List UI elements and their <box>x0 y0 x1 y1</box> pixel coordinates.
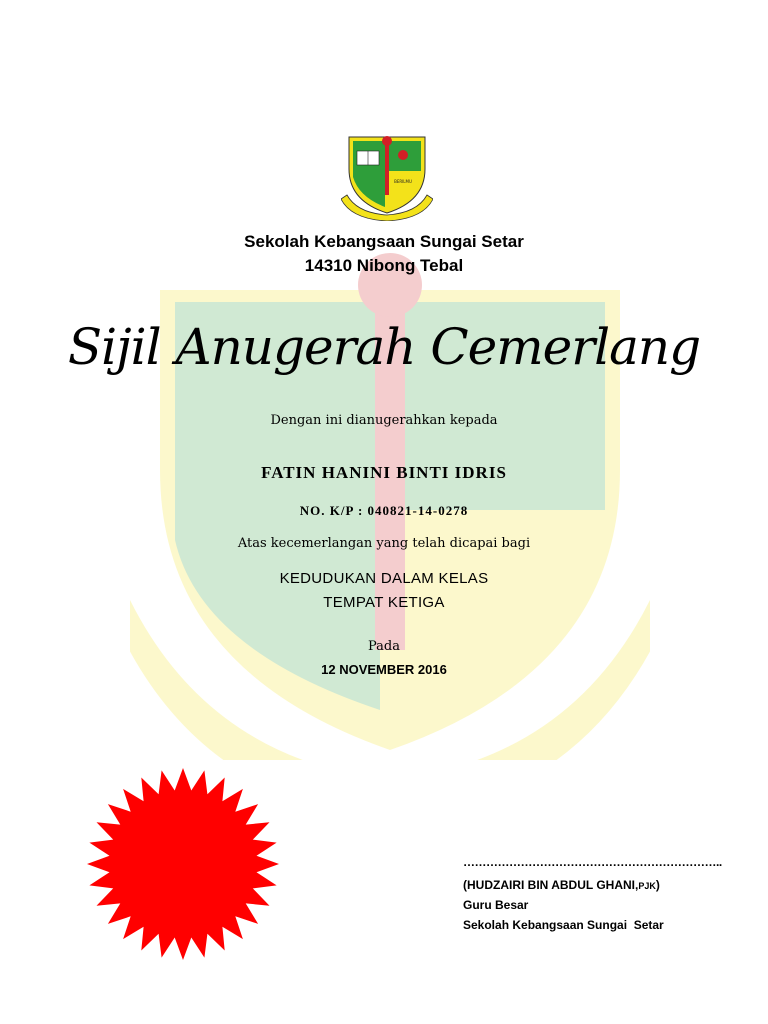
headmaster-title-suffix: PJK <box>638 881 656 891</box>
signature-school: Sekolah Kebangsaan Sungai Setar <box>463 918 664 932</box>
certificate-title: Sijil Anugerah Cemerlang <box>67 318 701 376</box>
school-name: Sekolah Kebangsaan Sungai Setar <box>244 232 524 251</box>
signature-line: ………………………………………………………….. <box>463 855 722 869</box>
headmaster-name-close: ) <box>655 878 660 892</box>
red-seal-starburst <box>85 766 281 962</box>
school-crest-logo <box>341 133 433 221</box>
school-address: 14310 Nibong Tebal <box>304 256 464 275</box>
award-date: 12 NOVEMBER 2016 <box>321 662 447 677</box>
headmaster-name-text: (HUDZAIRI BIN ABDUL GHANI, <box>463 878 639 892</box>
achievement-intro-text: Atas kecemerlangan yang telah dicapai bagi <box>237 536 531 551</box>
headmaster-role: Guru Besar <box>463 898 529 912</box>
recipient-name: FATIN HANINI BINTI IDRIS <box>261 463 507 482</box>
award-intro-text: Dengan ini dianugerahkan kepada <box>270 413 498 428</box>
ic-number: NO. K/P : 040821-14-0278 <box>299 503 469 518</box>
achievement-placing: TEMPAT KETIGA <box>323 594 445 611</box>
achievement-category: KEDUDUKAN DALAM KELAS <box>279 570 489 587</box>
date-label: Pada <box>368 639 400 654</box>
signature-block <box>463 855 753 932</box>
svg-text:BERILMU: BERILMU <box>394 179 412 184</box>
headmaster-name <box>463 878 753 892</box>
